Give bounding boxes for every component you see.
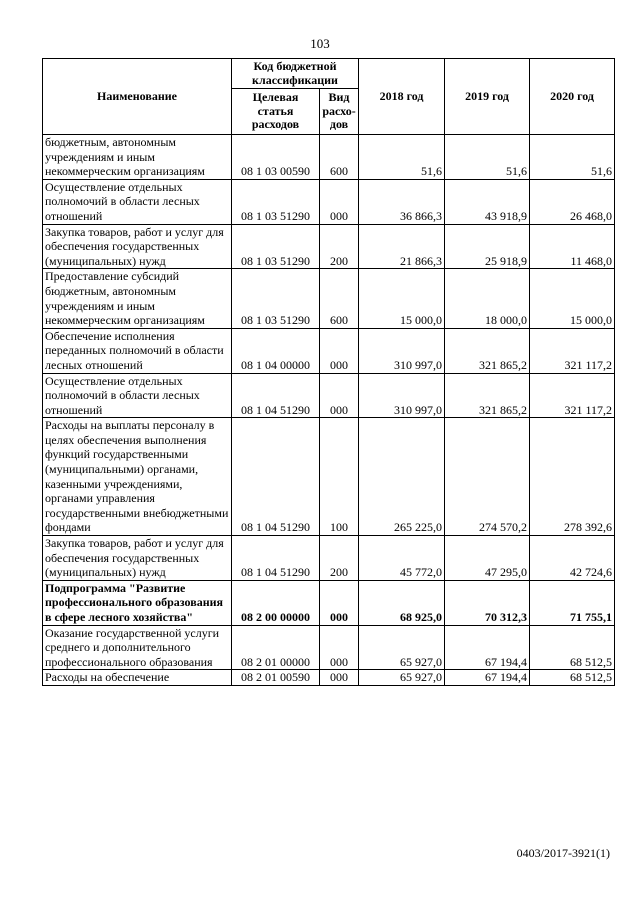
header-target-article: Целевая статья расходов xyxy=(232,89,320,135)
row-2020: 68 512,5 xyxy=(530,625,615,670)
row-expense-type: 200 xyxy=(320,536,359,581)
header-2018: 2018 год xyxy=(359,59,445,135)
row-target-article: 08 1 03 51290 xyxy=(232,269,320,328)
table-row xyxy=(43,373,615,418)
row-2020: 71 755,1 xyxy=(530,580,615,625)
row-name: Закупка товаров, работ и услуг для обеспечения государственных (муниципальных) нужд xyxy=(43,224,232,269)
row-2018: 45 772,0 xyxy=(359,536,445,581)
page-number: 103 xyxy=(310,36,330,51)
row-expense-type: 000 xyxy=(320,625,359,670)
row-2020: 11 468,0 xyxy=(530,224,615,269)
row-2019: 70 312,3 xyxy=(445,580,530,625)
row-2019: 51,6 xyxy=(445,135,530,180)
row-2019: 67 194,4 xyxy=(445,625,530,670)
row-name: Предоставление субсидий бюджетным, автономным учреждениям и иным некоммерческим организациям xyxy=(43,269,232,328)
table-row xyxy=(43,670,615,686)
row-target-article: 08 1 04 51290 xyxy=(232,418,320,536)
row-target-article: 08 1 03 51290 xyxy=(232,179,320,224)
table-row xyxy=(43,224,615,269)
row-expense-type: 000 xyxy=(320,179,359,224)
row-target-article: 08 1 04 00000 xyxy=(232,328,320,373)
row-2018: 15 000,0 xyxy=(359,269,445,328)
table-row xyxy=(43,328,615,373)
row-2020: 321 117,2 xyxy=(530,328,615,373)
row-name: Расходы на обеспечение xyxy=(43,670,232,686)
row-expense-type: 000 xyxy=(320,670,359,686)
row-2018: 310 997,0 xyxy=(359,373,445,418)
row-2019: 321 865,2 xyxy=(445,328,530,373)
row-2020: 278 392,6 xyxy=(530,418,615,536)
row-2018: 310 997,0 xyxy=(359,328,445,373)
row-expense-type: 100 xyxy=(320,418,359,536)
row-2018: 65 927,0 xyxy=(359,670,445,686)
row-name: Осуществление отдельных полномочий в области лесных отношений xyxy=(43,179,232,224)
row-expense-type: 600 xyxy=(320,135,359,180)
table-row xyxy=(43,135,615,180)
row-name: Обеспечение исполнения переданных полномочий в области лесных отношений xyxy=(43,328,232,373)
row-2018: 36 866,3 xyxy=(359,179,445,224)
header-expense-type: Вид расхо- дов xyxy=(320,89,359,135)
row-2020: 15 000,0 xyxy=(530,269,615,328)
row-2018: 65 927,0 xyxy=(359,625,445,670)
row-target-article: 08 1 04 51290 xyxy=(232,373,320,418)
table-row xyxy=(43,179,615,224)
row-target-article: 08 2 01 00590 xyxy=(232,670,320,686)
row-2019: 47 295,0 xyxy=(445,536,530,581)
table-body xyxy=(43,135,615,686)
row-expense-type: 000 xyxy=(320,373,359,418)
row-2020: 26 468,0 xyxy=(530,179,615,224)
row-name: Оказание государственной услуги среднего и дополнительного профессионального образования xyxy=(43,625,232,670)
row-name: Осуществление отдельных полномочий в области лесных отношений xyxy=(43,373,232,418)
table-row xyxy=(43,536,615,581)
row-name: Подпрограмма "Развитие профессионального образования в сфере лесного хозяйства" xyxy=(43,580,232,625)
row-name: бюджетным, автономным учреждениям и иным некоммерческим организациям xyxy=(43,135,232,180)
table-row xyxy=(43,418,615,536)
row-2018: 265 225,0 xyxy=(359,418,445,536)
row-target-article: 08 1 03 51290 xyxy=(232,224,320,269)
row-2020: 42 724,6 xyxy=(530,536,615,581)
row-2018: 68 925,0 xyxy=(359,580,445,625)
budget-table xyxy=(42,58,615,686)
row-name: Расходы на выплаты персоналу в целях обеспечения выполнения функций государственными (муниципальными) органами, казенными учреждениями, органами управления государственными внебюджетными фондами xyxy=(43,418,232,536)
row-2020: 68 512,5 xyxy=(530,670,615,686)
row-expense-type: 200 xyxy=(320,224,359,269)
row-2019: 321 865,2 xyxy=(445,373,530,418)
row-name: Закупка товаров, работ и услуг для обеспечения государственных (муниципальных) нужд xyxy=(43,536,232,581)
table-row xyxy=(43,580,615,625)
header-2020: 2020 год xyxy=(530,59,615,135)
row-2020: 51,6 xyxy=(530,135,615,180)
row-2018: 51,6 xyxy=(359,135,445,180)
row-2019: 25 918,9 xyxy=(445,224,530,269)
row-target-article: 08 2 00 00000 xyxy=(232,580,320,625)
header-classification: Код бюджетной классификации xyxy=(232,59,359,89)
row-target-article: 08 1 03 00590 xyxy=(232,135,320,180)
row-target-article: 08 1 04 51290 xyxy=(232,536,320,581)
row-2018: 21 866,3 xyxy=(359,224,445,269)
row-expense-type: 000 xyxy=(320,580,359,625)
header-2019: 2019 год xyxy=(445,59,530,135)
row-2019: 43 918,9 xyxy=(445,179,530,224)
row-target-article: 08 2 01 00000 xyxy=(232,625,320,670)
row-2019: 18 000,0 xyxy=(445,269,530,328)
row-2020: 321 117,2 xyxy=(530,373,615,418)
row-2019: 274 570,2 xyxy=(445,418,530,536)
table-row xyxy=(43,625,615,670)
table-row xyxy=(43,269,615,328)
row-2019: 67 194,4 xyxy=(445,670,530,686)
header-name: Наименование xyxy=(43,59,232,135)
document-code: 0403/2017-3921(1) xyxy=(516,846,610,860)
row-expense-type: 000 xyxy=(320,328,359,373)
row-expense-type: 600 xyxy=(320,269,359,328)
